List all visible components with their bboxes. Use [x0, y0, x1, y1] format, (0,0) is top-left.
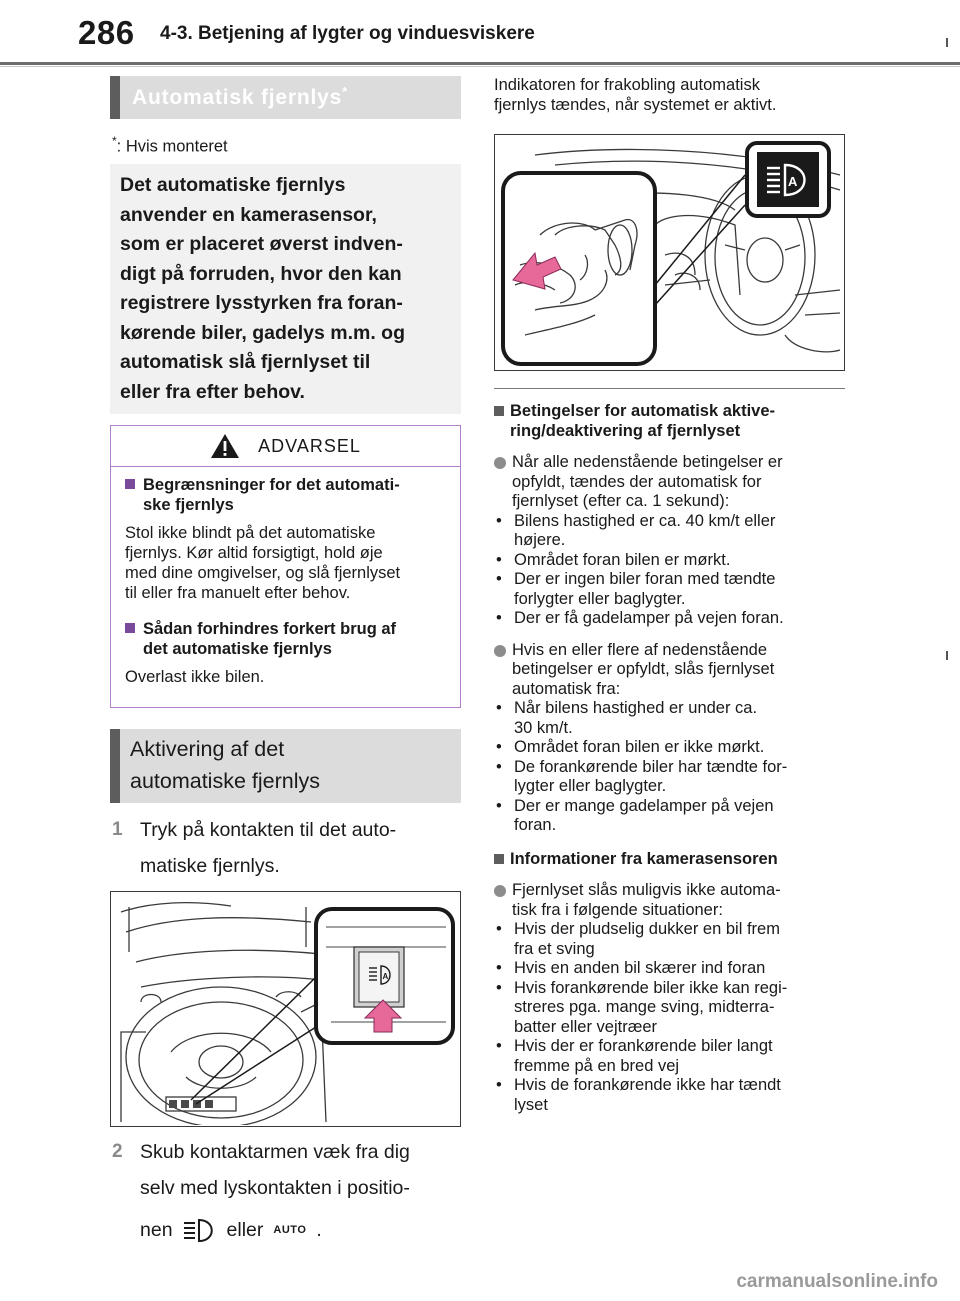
text-line: fjernlys tændes, når systemet er aktivt. — [494, 95, 777, 114]
step-line-text: nen — [140, 1219, 173, 1241]
text-line: 30 km/t. — [514, 718, 573, 737]
warning-triangle-icon — [210, 433, 240, 459]
intro-box — [110, 164, 461, 414]
text-line: Hvis en anden bil skærer ind foran — [514, 959, 766, 977]
bullet-glyph: • — [496, 738, 502, 756]
list-item — [494, 551, 844, 571]
figure-dashboard-switch — [110, 891, 461, 1127]
bullet-glyph: • — [496, 978, 502, 997]
text-line: Hvis der er forankørende biler langt — [514, 1037, 773, 1055]
header-rule-thin — [0, 66, 960, 67]
intro-line: eller fra efter behov. — [120, 380, 305, 403]
list-item — [494, 738, 844, 758]
text-line: Indikatoren for frakobling automatisk — [494, 76, 760, 94]
text-line: Området foran bilen er mørkt. — [514, 550, 731, 569]
step-line-with-icons — [140, 1212, 410, 1248]
square-bullet-icon — [494, 406, 504, 416]
step-2 — [112, 1134, 462, 1248]
bullet-glyph: • — [496, 796, 502, 815]
intro-line: Det automatiske fjernlys — [120, 174, 346, 196]
warning-subheading-line: Begrænsninger for det automati- — [143, 476, 400, 494]
text-line: lyset — [514, 1095, 548, 1114]
bullet-glyph: • — [496, 757, 502, 776]
section-heading-line: automatiske fjernlys — [130, 769, 320, 793]
bullet-glyph: • — [496, 1076, 502, 1094]
round-bullet-icon — [494, 457, 506, 469]
bullet-glyph: • — [496, 699, 502, 717]
text-line: højere. — [514, 531, 566, 549]
footnote — [112, 134, 228, 157]
bullet-glyph: • — [496, 959, 502, 977]
list-item — [494, 609, 844, 629]
text-line: betingelser er opfyldt, slås fjernlyset — [512, 660, 775, 678]
subheading-conditions — [494, 402, 844, 441]
text-line: opfyldt, tændes der automatisk for — [512, 472, 762, 491]
square-bullet-icon — [494, 854, 504, 864]
bullet-glyph: • — [496, 920, 502, 938]
text-line: Der er ingen biler foran med tændte — [514, 570, 776, 588]
list-item — [494, 920, 844, 959]
list-item — [494, 1076, 844, 1115]
text-line: Hvis der pludselig dukker en bil frem — [514, 920, 780, 938]
square-bullet-icon — [125, 623, 135, 633]
intro-line: registrere lysstyrken fra foran- — [120, 292, 403, 314]
text-line: forlygter eller baglygter. — [514, 589, 686, 608]
intro-line: digt på forruden, hvor den kan — [120, 262, 402, 285]
text-line: automatisk fra: — [512, 679, 621, 698]
warning-body-line: til eller fra manuelt efter behov. — [125, 584, 351, 602]
divider — [494, 388, 845, 389]
indicator-intro — [494, 76, 844, 115]
text-line: Der er mange gadelamper på vejen — [514, 796, 774, 815]
step-number: 1 — [112, 819, 123, 840]
subheading-line: Betingelser for automatisk aktive- — [510, 402, 775, 420]
text-line: tisk fra i følgende situationer: — [512, 900, 723, 919]
text-line: lygter eller baglygter. — [514, 777, 667, 795]
intro-line: som er placeret øverst indven- — [120, 233, 403, 255]
section-heading-activation — [110, 729, 461, 803]
warning-subheading — [125, 619, 446, 659]
warning-body-line: Overlast ikke bilen. — [125, 668, 265, 686]
warning-body-line: fjernlys. Kør altid forsigtigt, hold øje — [125, 544, 383, 562]
text-line: fra et sving — [514, 939, 595, 958]
page-number: 286 — [78, 14, 135, 51]
warning-box — [110, 425, 461, 708]
step-line: selv med lyskontakten i positio- — [140, 1177, 410, 1199]
intro-line: automatisk slå fjernlyset til — [120, 351, 371, 373]
text-line: De forankørende biler har tændte for- — [514, 757, 788, 776]
bullet-glyph: • — [496, 609, 502, 627]
chapter-title: 4-3. Betjening af lygter og vinduesviskere — [160, 23, 535, 44]
text-line: Hvis forankørende biler ikke kan regi- — [514, 978, 788, 997]
section-heading-text: Automatisk fjernlys — [132, 86, 343, 109]
text-line: Bilens hastighed er ca. 40 km/t eller — [514, 511, 776, 530]
list-item — [494, 699, 844, 738]
header-rule — [0, 62, 960, 65]
text-line: Der er få gadelamper på vejen foran. — [514, 609, 784, 627]
bullet-glyph: • — [496, 511, 502, 530]
step-number: 2 — [112, 1141, 123, 1162]
trim-mark — [946, 651, 948, 660]
list-item — [494, 758, 844, 797]
bullet-list — [494, 920, 844, 1115]
lever-illustration — [495, 135, 843, 369]
condition-block — [494, 881, 844, 920]
footnote-text: : Hvis monteret — [116, 137, 228, 156]
round-bullet-icon — [494, 645, 506, 657]
condition-block — [494, 641, 844, 700]
subheading-camera — [494, 850, 844, 870]
text-line: Når bilens hastighed er under ca. — [514, 699, 758, 717]
auto-icon: AUTO — [273, 1224, 307, 1236]
warning-subheading-line: ske fjernlys — [143, 496, 234, 514]
intro-line: anvender en kamerasensor, — [120, 203, 377, 226]
bullet-glyph: • — [496, 550, 502, 569]
warning-body — [125, 667, 446, 687]
trim-mark — [946, 38, 948, 47]
watermark: carmanualsonline.info — [736, 1271, 938, 1292]
text-line: Området foran bilen er ikke mørkt. — [514, 738, 765, 756]
warning-subheading-line: Sådan forhindres forkert brug af — [143, 620, 397, 638]
text-line: Hvis de forankørende ikke har tændt — [514, 1076, 781, 1094]
svg-text:A: A — [382, 972, 389, 981]
warning-title-bar — [111, 426, 460, 467]
condition-block — [494, 453, 844, 512]
text-line: fjernlyset (efter ca. 1 sekund): — [512, 492, 730, 510]
round-bullet-icon — [494, 885, 506, 897]
square-bullet-icon — [125, 479, 135, 489]
right-column-content — [494, 402, 844, 1115]
bullet-glyph: • — [496, 570, 502, 588]
text-line: Hvis en eller flere af nedenstående — [512, 640, 767, 659]
step-line: matiske fjernlys. — [140, 855, 280, 877]
step-line: Skub kontaktarmen væk fra dig — [140, 1141, 410, 1163]
list-item — [494, 570, 844, 609]
high-beam-icon — [183, 1217, 217, 1243]
list-item — [494, 979, 844, 1038]
warning-subheading — [125, 475, 446, 515]
list-item — [494, 959, 844, 979]
text-line: Fjernlyset slås muligvis ikke automa- — [512, 881, 781, 899]
warning-title: ADVARSEL — [258, 435, 361, 456]
warning-subheading-line: det automatiske fjernlys — [143, 640, 332, 658]
list-item — [494, 512, 844, 551]
subheading-line: ring/deaktivering af fjernlyset — [510, 421, 741, 440]
section-heading-auto-high-beam — [110, 76, 461, 119]
list-item — [494, 797, 844, 836]
bullet-list — [494, 699, 844, 836]
list-item — [494, 1037, 844, 1076]
text-line: fremme på en bred vej — [514, 1056, 680, 1075]
text-line: streres pga. mange sving, midterra- — [514, 998, 775, 1016]
step-line-text: eller — [226, 1219, 264, 1241]
subheading-line: Informationer fra kamerasensoren — [510, 849, 778, 868]
text-line: batter eller vejtræer — [514, 1017, 658, 1036]
section-heading-line: Aktivering af det — [130, 737, 285, 761]
footnote-asterisk: * — [112, 134, 117, 148]
step-line-text: . — [316, 1219, 322, 1241]
figure-lever-indicator — [494, 134, 845, 371]
warning-body-line: Stol ikke blindt på det automatiske — [125, 524, 376, 542]
warning-body — [125, 523, 446, 603]
warning-body-line: med dine omgivelser, og slå fjernlyset — [125, 564, 401, 582]
step-line: Tryk på kontakten til det auto- — [140, 819, 397, 841]
intro-line: kørende biler, gadelys m.m. og — [120, 321, 406, 344]
dashboard-illustration — [111, 892, 459, 1125]
bullet-list — [494, 512, 844, 629]
svg-text:A: A — [788, 174, 798, 189]
text-line: foran. — [514, 816, 557, 834]
bullet-glyph: • — [496, 1037, 502, 1055]
asterisk: * — [342, 84, 348, 99]
text-line: Når alle nedenstående betingelser er — [512, 453, 783, 471]
step-1 — [112, 812, 462, 884]
